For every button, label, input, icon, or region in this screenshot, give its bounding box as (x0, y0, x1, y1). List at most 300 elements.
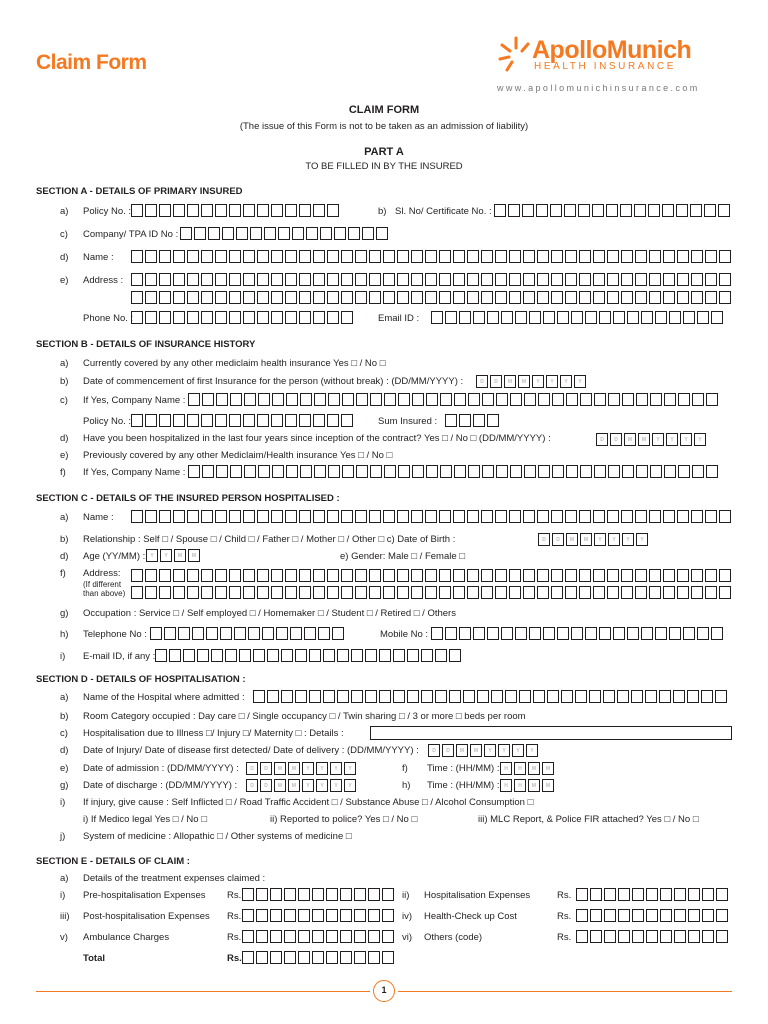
input-box[interactable] (543, 311, 555, 324)
input-box[interactable] (440, 465, 452, 478)
input-box[interactable] (473, 414, 485, 427)
input-box[interactable] (323, 649, 335, 662)
input-box[interactable] (439, 250, 451, 263)
input-box[interactable] (215, 586, 227, 599)
input-box[interactable] (327, 586, 339, 599)
input-box[interactable] (354, 930, 366, 943)
input-box[interactable] (445, 627, 457, 640)
input-box[interactable] (309, 649, 321, 662)
input-box[interactable] (617, 690, 629, 703)
input-box[interactable] (510, 393, 522, 406)
input-box[interactable] (215, 250, 227, 263)
input-box[interactable] (295, 649, 307, 662)
ambulance-boxes[interactable] (242, 930, 396, 943)
input-box[interactable] (718, 204, 730, 217)
input-box[interactable]: M (542, 762, 554, 775)
input-box[interactable] (649, 510, 661, 523)
input-box[interactable] (663, 250, 675, 263)
input-box[interactable]: D (596, 433, 608, 446)
input-box[interactable] (187, 510, 199, 523)
input-box[interactable] (290, 627, 302, 640)
input-box[interactable] (676, 204, 688, 217)
input-box[interactable] (313, 510, 325, 523)
input-box[interactable] (314, 393, 326, 406)
input-box[interactable] (487, 627, 499, 640)
input-box[interactable] (571, 627, 583, 640)
input-box[interactable] (594, 465, 606, 478)
input-box[interactable] (236, 227, 248, 240)
input-box[interactable] (701, 690, 713, 703)
input-box[interactable] (627, 627, 639, 640)
input-box[interactable] (495, 510, 507, 523)
input-box[interactable] (576, 909, 588, 922)
input-box[interactable] (173, 414, 185, 427)
input-box[interactable] (636, 465, 648, 478)
input-box[interactable] (145, 311, 157, 324)
input-box[interactable] (621, 291, 633, 304)
input-box[interactable]: Y (636, 533, 648, 546)
input-box[interactable] (201, 273, 213, 286)
others-code-boxes[interactable] (576, 930, 730, 943)
input-box[interactable] (537, 510, 549, 523)
input-box[interactable] (551, 273, 563, 286)
input-box[interactable] (607, 273, 619, 286)
input-box[interactable] (370, 465, 382, 478)
input-box[interactable] (599, 627, 611, 640)
input-box[interactable] (677, 586, 689, 599)
input-box[interactable] (384, 393, 396, 406)
input-box[interactable]: M (624, 433, 636, 446)
input-box[interactable] (473, 311, 485, 324)
input-box[interactable] (439, 569, 451, 582)
input-box[interactable] (229, 273, 241, 286)
input-box[interactable] (298, 888, 310, 901)
input-box[interactable] (299, 311, 311, 324)
input-box[interactable] (382, 930, 394, 943)
input-box[interactable]: Y (160, 549, 172, 562)
input-box[interactable] (621, 273, 633, 286)
input-box[interactable] (719, 273, 731, 286)
input-box[interactable] (383, 510, 395, 523)
input-box[interactable] (284, 909, 296, 922)
input-box[interactable] (230, 465, 242, 478)
input-box[interactable] (690, 204, 702, 217)
input-box[interactable] (491, 690, 503, 703)
input-box[interactable] (215, 204, 227, 217)
input-box[interactable] (519, 690, 531, 703)
input-box[interactable] (627, 311, 639, 324)
input-box[interactable]: Y (652, 433, 664, 446)
input-box[interactable] (298, 909, 310, 922)
input-box[interactable] (631, 690, 643, 703)
discharge-time-boxes[interactable] (500, 779, 556, 792)
input-box[interactable] (312, 951, 324, 964)
input-box[interactable] (467, 569, 479, 582)
input-box[interactable] (354, 888, 366, 901)
input-box[interactable] (320, 227, 332, 240)
input-box[interactable] (538, 465, 550, 478)
input-box[interactable] (159, 569, 171, 582)
input-box[interactable] (332, 627, 344, 640)
input-box[interactable] (281, 649, 293, 662)
input-box[interactable] (467, 250, 479, 263)
phone-boxes[interactable] (131, 311, 355, 324)
input-box[interactable] (326, 951, 338, 964)
input-box[interactable] (407, 690, 419, 703)
input-box[interactable] (578, 204, 590, 217)
input-box[interactable] (183, 649, 195, 662)
input-box[interactable] (697, 627, 709, 640)
input-box[interactable]: Y (594, 533, 606, 546)
input-box[interactable] (618, 909, 630, 922)
input-box[interactable] (312, 909, 324, 922)
input-box[interactable] (575, 690, 587, 703)
certificate-no-boxes[interactable] (494, 204, 732, 217)
input-box[interactable] (705, 586, 717, 599)
input-box[interactable] (688, 888, 700, 901)
input-box[interactable] (691, 586, 703, 599)
input-box[interactable] (197, 649, 209, 662)
input-box[interactable] (691, 569, 703, 582)
input-box[interactable] (202, 393, 214, 406)
input-box[interactable] (201, 204, 213, 217)
input-box[interactable] (706, 393, 718, 406)
input-box[interactable] (538, 393, 550, 406)
input-box[interactable] (323, 690, 335, 703)
dob-boxes[interactable] (538, 533, 650, 546)
input-box[interactable] (313, 311, 325, 324)
input-box[interactable] (242, 888, 254, 901)
input-box[interactable] (229, 311, 241, 324)
input-box[interactable] (326, 909, 338, 922)
input-box[interactable] (607, 291, 619, 304)
input-box[interactable] (677, 250, 689, 263)
input-box[interactable] (566, 393, 578, 406)
input-box[interactable] (271, 414, 283, 427)
input-box[interactable] (674, 888, 686, 901)
input-box[interactable] (593, 586, 605, 599)
input-box[interactable]: M (456, 744, 468, 757)
input-box[interactable] (159, 311, 171, 324)
input-box[interactable] (216, 393, 228, 406)
input-box[interactable] (649, 569, 661, 582)
input-box[interactable] (537, 250, 549, 263)
input-box[interactable] (509, 510, 521, 523)
input-box[interactable] (258, 393, 270, 406)
input-box[interactable] (411, 291, 423, 304)
input-box[interactable]: Y (344, 762, 356, 775)
input-box[interactable] (270, 888, 282, 901)
input-box[interactable] (449, 690, 461, 703)
input-box[interactable] (719, 250, 731, 263)
input-box[interactable]: D (246, 762, 258, 775)
input-box[interactable] (355, 586, 367, 599)
input-box[interactable] (351, 690, 363, 703)
input-box[interactable] (579, 273, 591, 286)
input-box[interactable] (192, 627, 204, 640)
input-box[interactable] (688, 909, 700, 922)
input-box[interactable] (169, 649, 181, 662)
input-box[interactable] (300, 393, 312, 406)
input-box[interactable] (242, 951, 254, 964)
input-box[interactable] (225, 649, 237, 662)
input-box[interactable] (579, 569, 591, 582)
input-box[interactable] (327, 291, 339, 304)
input-box[interactable] (131, 311, 143, 324)
input-box[interactable] (298, 930, 310, 943)
input-box[interactable] (523, 510, 535, 523)
input-box[interactable] (145, 414, 157, 427)
input-box[interactable] (257, 204, 269, 217)
input-box[interactable] (677, 569, 689, 582)
input-box[interactable] (284, 888, 296, 901)
input-box[interactable] (663, 510, 675, 523)
input-box[interactable] (494, 204, 506, 217)
input-box[interactable] (421, 649, 433, 662)
input-box[interactable] (425, 291, 437, 304)
input-box[interactable] (314, 465, 326, 478)
input-box[interactable] (215, 273, 227, 286)
input-box[interactable] (607, 510, 619, 523)
input-box[interactable] (585, 627, 597, 640)
input-box[interactable] (659, 690, 671, 703)
input-box[interactable] (618, 930, 630, 943)
input-box[interactable] (607, 250, 619, 263)
input-box[interactable]: M (504, 375, 516, 388)
input-box[interactable] (145, 250, 157, 263)
input-box[interactable] (159, 510, 171, 523)
input-box[interactable] (635, 250, 647, 263)
input-box[interactable] (716, 909, 728, 922)
input-box[interactable] (705, 273, 717, 286)
input-box[interactable]: Y (680, 433, 692, 446)
input-box[interactable] (145, 586, 157, 599)
input-box[interactable] (467, 510, 479, 523)
input-box[interactable] (711, 627, 723, 640)
input-box[interactable] (284, 930, 296, 943)
input-box[interactable] (603, 690, 615, 703)
input-box[interactable] (561, 690, 573, 703)
input-box[interactable] (243, 510, 255, 523)
input-box[interactable] (188, 465, 200, 478)
input-box[interactable] (593, 273, 605, 286)
input-box[interactable] (267, 690, 279, 703)
input-box[interactable] (159, 204, 171, 217)
input-box[interactable] (705, 291, 717, 304)
input-box[interactable] (397, 273, 409, 286)
input-box[interactable] (270, 909, 282, 922)
input-box[interactable]: M (580, 533, 592, 546)
input-box[interactable] (173, 204, 185, 217)
address-boxes-c1[interactable] (131, 569, 733, 582)
input-box[interactable] (159, 291, 171, 304)
input-box[interactable] (369, 510, 381, 523)
input-box[interactable] (243, 291, 255, 304)
input-box[interactable]: M (288, 779, 300, 792)
input-box[interactable] (579, 250, 591, 263)
input-box[interactable] (187, 414, 199, 427)
input-box[interactable] (270, 930, 282, 943)
input-box[interactable] (453, 510, 465, 523)
input-box[interactable] (566, 465, 578, 478)
input-box[interactable] (646, 930, 658, 943)
input-box[interactable] (368, 909, 380, 922)
input-box[interactable] (622, 393, 634, 406)
input-box[interactable] (613, 311, 625, 324)
input-box[interactable] (398, 465, 410, 478)
input-box[interactable] (571, 311, 583, 324)
input-box[interactable] (131, 273, 143, 286)
input-box[interactable] (285, 311, 297, 324)
input-box[interactable] (369, 291, 381, 304)
input-box[interactable] (590, 930, 602, 943)
input-box[interactable] (687, 690, 699, 703)
input-box[interactable] (421, 690, 433, 703)
input-box[interactable] (459, 311, 471, 324)
input-box[interactable] (425, 586, 437, 599)
input-box[interactable]: Y (330, 779, 342, 792)
address-boxes-c2[interactable] (131, 586, 733, 599)
input-box[interactable] (173, 291, 185, 304)
input-box[interactable] (473, 627, 485, 640)
input-box[interactable] (523, 586, 535, 599)
input-box[interactable] (253, 690, 265, 703)
input-box[interactable] (131, 414, 143, 427)
input-box[interactable] (187, 311, 199, 324)
input-box[interactable]: M (188, 549, 200, 562)
input-box[interactable] (243, 204, 255, 217)
input-box[interactable] (131, 569, 143, 582)
input-box[interactable] (243, 414, 255, 427)
input-box[interactable] (496, 393, 508, 406)
input-box[interactable] (608, 465, 620, 478)
input-box[interactable] (382, 888, 394, 901)
input-box[interactable] (202, 465, 214, 478)
input-box[interactable] (299, 414, 311, 427)
input-box[interactable] (285, 569, 297, 582)
input-box[interactable] (299, 250, 311, 263)
input-box[interactable] (411, 569, 423, 582)
input-box[interactable] (634, 204, 646, 217)
input-box[interactable] (267, 649, 279, 662)
input-box[interactable] (131, 204, 143, 217)
discharge-date-boxes[interactable] (246, 779, 358, 792)
input-box[interactable] (635, 273, 647, 286)
post-hosp-boxes[interactable] (242, 909, 396, 922)
admission-date-boxes[interactable] (246, 762, 358, 775)
input-box[interactable] (579, 510, 591, 523)
input-box[interactable] (342, 465, 354, 478)
input-box[interactable] (552, 393, 564, 406)
input-box[interactable] (393, 690, 405, 703)
input-box[interactable] (522, 204, 534, 217)
input-box[interactable] (327, 273, 339, 286)
input-box[interactable] (649, 586, 661, 599)
input-box[interactable] (327, 250, 339, 263)
input-box[interactable] (164, 627, 176, 640)
input-box[interactable] (593, 510, 605, 523)
input-box[interactable] (487, 414, 499, 427)
input-box[interactable] (648, 204, 660, 217)
input-box[interactable]: M (470, 744, 482, 757)
input-box[interactable] (272, 393, 284, 406)
input-box[interactable] (453, 250, 465, 263)
input-box[interactable] (431, 311, 443, 324)
input-box[interactable] (271, 586, 283, 599)
input-box[interactable] (411, 273, 423, 286)
input-box[interactable] (719, 586, 731, 599)
input-box[interactable] (632, 909, 644, 922)
input-box[interactable] (131, 510, 143, 523)
input-box[interactable] (216, 465, 228, 478)
input-box[interactable] (187, 569, 199, 582)
input-box[interactable] (501, 311, 513, 324)
input-box[interactable] (565, 510, 577, 523)
input-box[interactable] (620, 204, 632, 217)
input-box[interactable]: M (542, 779, 554, 792)
input-box[interactable] (607, 586, 619, 599)
hospitalized-date-boxes[interactable] (596, 433, 708, 446)
input-box[interactable] (341, 414, 353, 427)
input-box[interactable]: M (528, 762, 540, 775)
input-box[interactable] (159, 273, 171, 286)
name-boxes[interactable] (131, 250, 733, 263)
input-box[interactable] (481, 273, 493, 286)
input-box[interactable] (292, 227, 304, 240)
input-box[interactable] (716, 930, 728, 943)
input-box[interactable] (256, 930, 268, 943)
input-box[interactable] (674, 930, 686, 943)
input-box[interactable] (467, 586, 479, 599)
input-box[interactable] (704, 204, 716, 217)
input-box[interactable] (515, 311, 527, 324)
input-box[interactable] (229, 204, 241, 217)
input-box[interactable] (495, 569, 507, 582)
input-box[interactable] (355, 569, 367, 582)
input-box[interactable] (256, 909, 268, 922)
input-box[interactable]: D (490, 375, 502, 388)
input-box[interactable] (411, 586, 423, 599)
input-box[interactable] (173, 569, 185, 582)
input-box[interactable] (354, 951, 366, 964)
input-box[interactable] (369, 273, 381, 286)
input-box[interactable] (180, 227, 192, 240)
input-box[interactable] (299, 273, 311, 286)
input-box[interactable] (286, 393, 298, 406)
input-box[interactable]: H (500, 762, 512, 775)
input-box[interactable] (257, 510, 269, 523)
input-box[interactable] (215, 569, 227, 582)
input-box[interactable] (608, 393, 620, 406)
input-box[interactable] (398, 393, 410, 406)
input-box[interactable] (159, 414, 171, 427)
input-box[interactable] (459, 414, 471, 427)
input-box[interactable] (481, 250, 493, 263)
input-box[interactable] (551, 569, 563, 582)
input-box[interactable] (646, 888, 658, 901)
input-box[interactable] (299, 586, 311, 599)
input-box[interactable] (244, 393, 256, 406)
input-box[interactable] (606, 204, 618, 217)
input-box[interactable] (370, 393, 382, 406)
input-box[interactable] (482, 393, 494, 406)
input-box[interactable] (201, 510, 213, 523)
input-box[interactable] (278, 227, 290, 240)
input-box[interactable]: Y (608, 533, 620, 546)
admission-time-boxes[interactable] (500, 762, 556, 775)
input-box[interactable]: Y (622, 533, 634, 546)
input-box[interactable] (334, 227, 346, 240)
